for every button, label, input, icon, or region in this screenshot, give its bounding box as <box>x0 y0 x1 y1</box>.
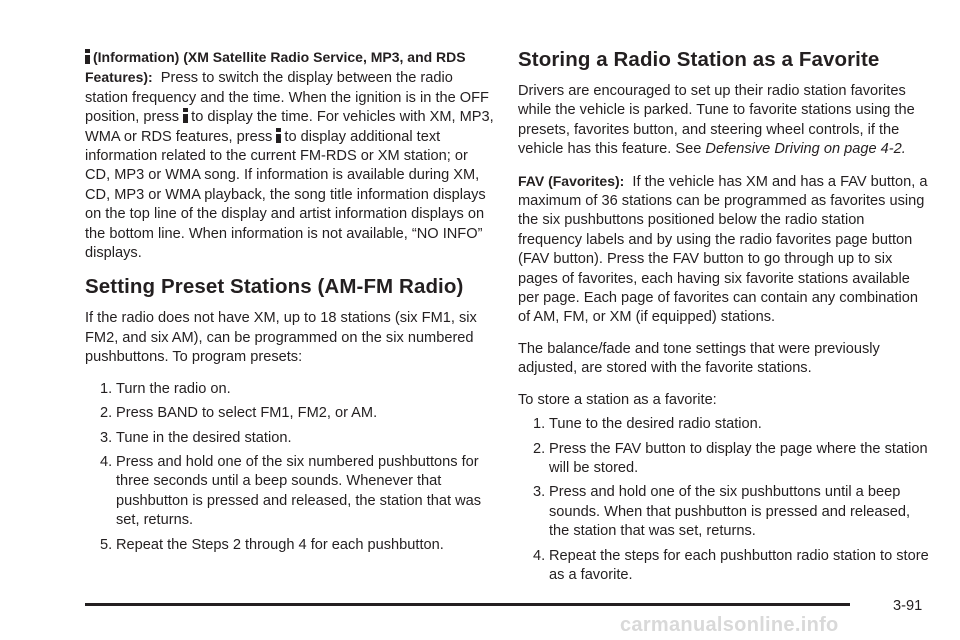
fav-text: If the vehicle has XM and has a FAV button, a maximum of 36 stations can be programmed as favorites using the six pushbuttons positioned below the radio station frequency labels and by using the radio favorites page button (FAV button). Press the FAV button to go through up to six pages of favorites, each having six favorite stations available per page. Each page of favorites can contain any combination of AM, FM, or XM (if equipped) stations. <box>518 173 928 326</box>
step-text: Press BAND to select FM1, FM2, or AM. <box>116 405 378 422</box>
favorite-intro-text: Drivers are encouraged to set up their radio station favorites while the vehicle is parked. Tune to favorite stations using the presets, favorites button, and steering wheel controls, if the vehicle has this feature. See <box>518 83 915 158</box>
step-number: 1. <box>100 380 113 397</box>
step-text: Press and hold one of the six numbered pushbuttons for three seconds until a beep sounds. Whenever that pushbutton is pressed and released, the station that was set, returns. <box>116 453 482 529</box>
list-item <box>85 453 495 531</box>
balance-paragraph: The balance/fade and tone settings that were previously adjusted, are stored with the favorite stations. <box>518 340 880 377</box>
page-number: 3-91 <box>893 598 923 614</box>
fav-paragraph <box>518 172 930 328</box>
step-text: Repeat the steps for each pushbutton radio station to store as a favorite. <box>549 547 929 583</box>
store-intro: To store a station as a favorite: <box>518 391 717 408</box>
cross-reference: Defensive Driving on page 4-2. <box>705 141 906 158</box>
step-text: Press and hold one of the six pushbuttons until a beep sounds. When that pushbutton is pressed and released, the station that was set, returns. <box>549 484 911 540</box>
step-text: Turn the radio on. <box>116 380 231 397</box>
watermark: carmanualsonline.info <box>620 614 839 636</box>
step-number: 3. <box>100 429 113 446</box>
info-icon <box>276 128 281 143</box>
right-column <box>518 48 930 597</box>
step-text: Tune to the desired radio station. <box>549 416 762 433</box>
list-item <box>518 415 930 434</box>
step-number: 2. <box>533 440 546 457</box>
list-item <box>85 404 495 423</box>
info-label: (Information) (XM Satellite Radio Service, MP3, and RDS Features): <box>85 49 466 86</box>
info-text-2: to display the time. For vehicles with XM, MP3, WMA or RDS features, press <box>85 109 494 145</box>
list-item <box>85 536 495 555</box>
info-icon <box>85 49 90 64</box>
step-number: 2. <box>100 405 113 422</box>
info-paragraph <box>85 48 495 263</box>
step-number: 3. <box>533 484 546 501</box>
list-item <box>85 429 495 448</box>
step-text: Press the FAV button to display the page where the station will be stored. <box>549 440 928 476</box>
left-column <box>85 48 495 567</box>
info-text-3: to display additional text information related to the current FM-RDS or XM station; or CD, MP3 or WMA song. If information is available during XM, CD, MP3 or WMA playback, the song title information displays on the top line of the display and artist information displays on the bottom line. When information is not available, “NO INFO” displays. <box>85 128 486 262</box>
info-text-1: Press to switch the display between the radio station frequency and the time. When the ignition is in the OFF position, press <box>85 70 489 126</box>
preset-heading: Setting Preset Stations (AM-FM Radio) <box>85 275 464 299</box>
step-number: 4. <box>100 453 113 470</box>
list-item <box>518 547 930 586</box>
store-steps-list <box>518 415 930 585</box>
step-number: 1. <box>533 416 546 433</box>
footer-rule <box>85 603 850 606</box>
favorite-intro <box>518 82 930 160</box>
list-item <box>85 380 495 399</box>
step-number: 4. <box>533 547 546 564</box>
fav-label: FAV (Favorites): <box>518 172 625 189</box>
info-icon <box>183 108 188 123</box>
step-text: Repeat the Steps 2 through 4 for each pushbutton. <box>116 536 444 553</box>
preset-steps-list <box>85 380 495 555</box>
preset-intro: If the radio does not have XM, up to 18 stations (six FM1, six FM2, and six AM), can be programmed on the six numbered pushbuttons. To program presets: <box>85 310 477 366</box>
favorite-heading: Storing a Radio Station as a Favorite <box>518 48 880 71</box>
list-item <box>518 483 930 541</box>
list-item <box>518 440 930 479</box>
step-text: Tune in the desired station. <box>116 429 292 446</box>
step-number: 5. <box>100 536 113 553</box>
